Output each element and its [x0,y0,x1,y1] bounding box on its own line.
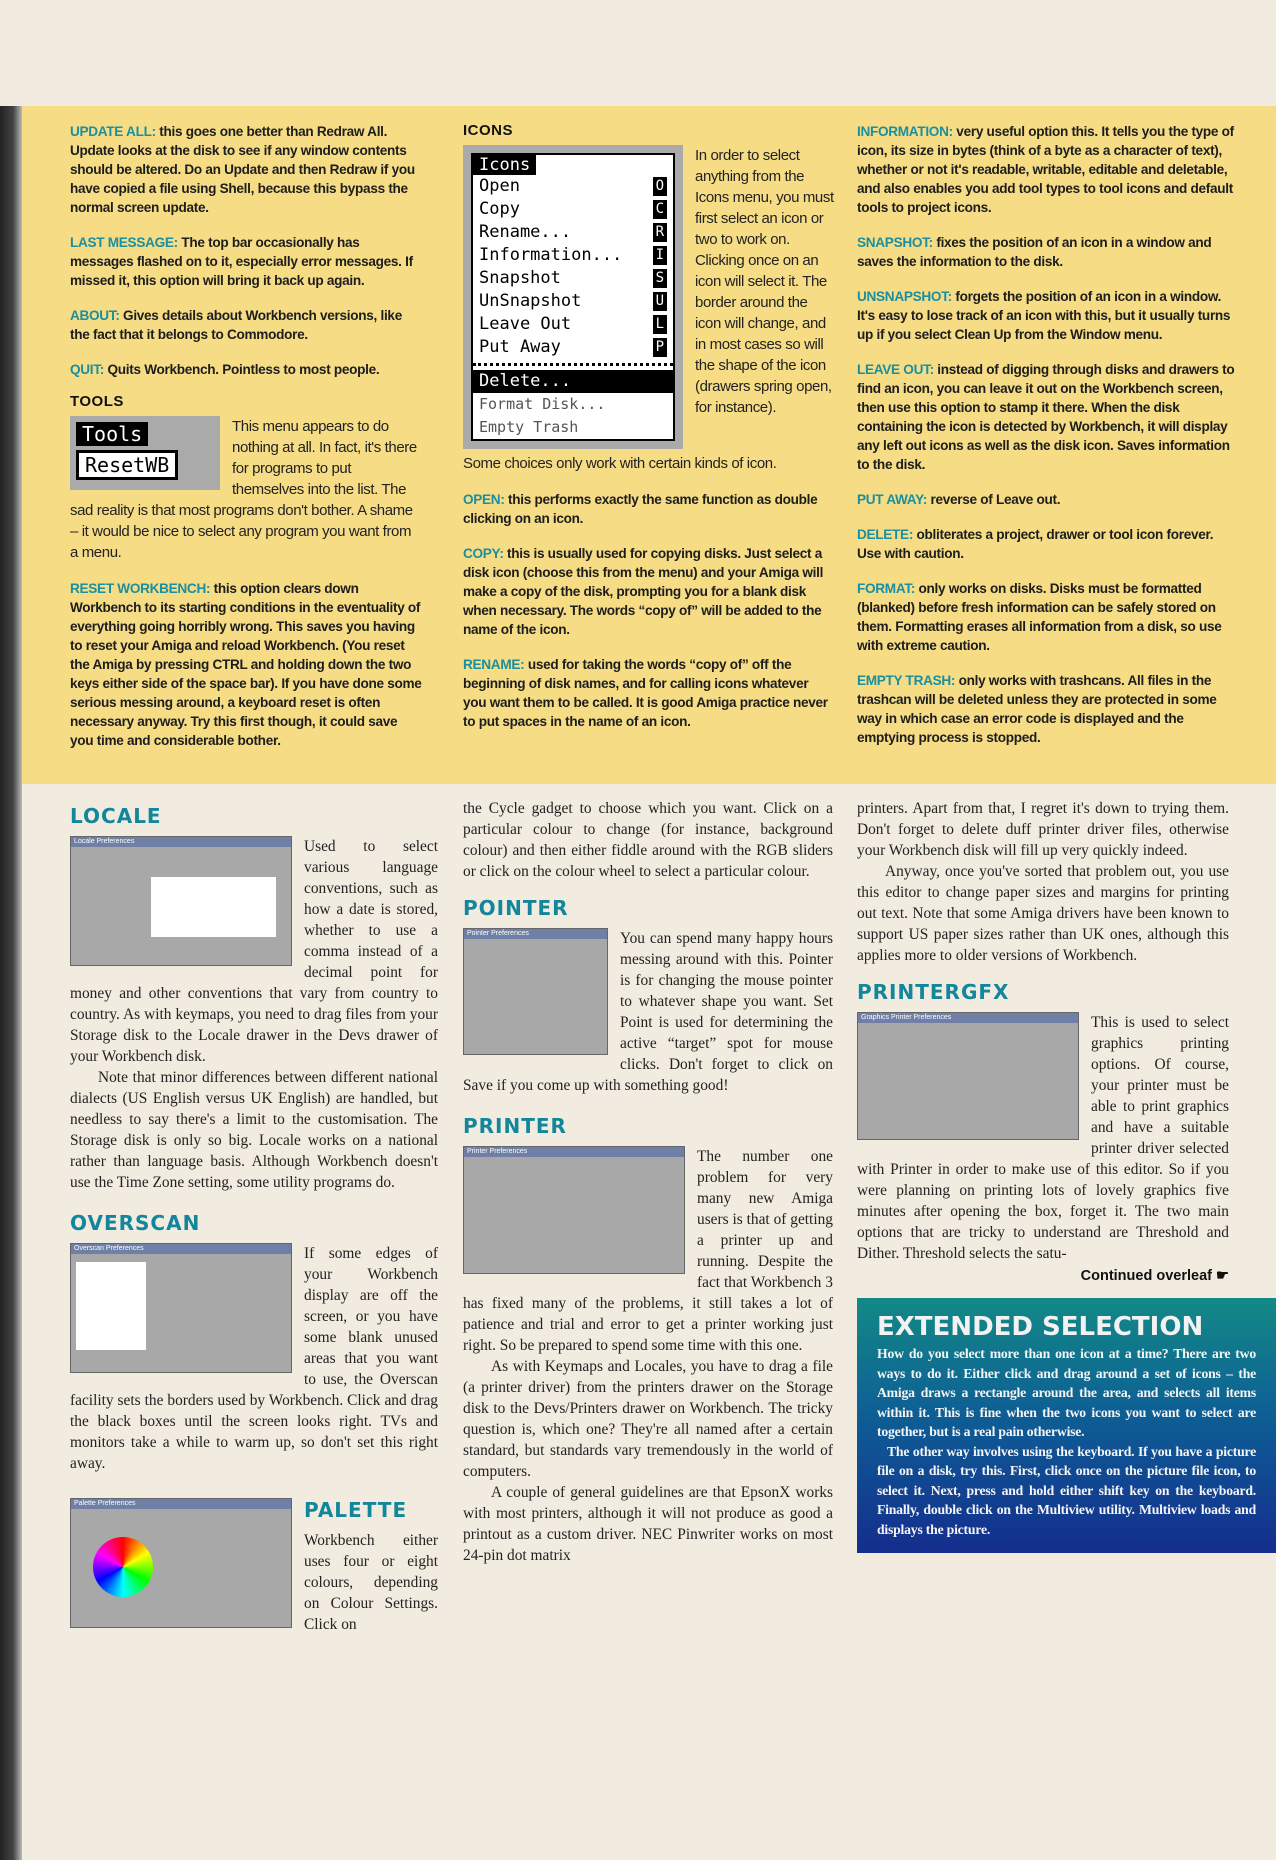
bottom-column-2 [463,798,833,1566]
printergfx-heading: PRINTERGFX [857,980,1010,1004]
para-format: FORMAT: only works on disks. Disks must be formatted (blanked) before fresh information can be safely stored on them. Formatting erases all information from a disk, so use with extreme caution. [857,581,1222,653]
menu-item-empty-trash: Empty Trash [479,418,579,436]
printer-text-2: As with Keymaps and Locales, you have to drag a file (a printer driver) from the printers drawer on the Storage disk to the Devs/Printers drawer on Workbench. The tricky question is, which one? They're all named after a certain standard, but standards vary tremendously in the world of computers. [463,1358,833,1480]
menu-item-rename: Rename... R [473,221,673,244]
top-column-3 [857,122,1235,763]
pointer-heading: POINTER [463,896,569,920]
tools-section [70,416,422,563]
para-quit: QUIT: Quits Workbench. Pointless to most people. [70,362,380,377]
para-delete: DELETE: obliterates a project, drawer or tool icon forever. Use with caution. [857,527,1214,561]
printer-text-1: The number one problem for very many new Amiga users is that of getting a printer up and running. Despite the fact that Workbench 3 has fixed many of the problems, it still takes a lot of patience and trial and error to get a printer working just right. So be prepared to spend some time with this one. [463,1148,833,1354]
para-update-all: UPDATE ALL: this goes one better than Redraw All. Update looks at the disk to see if any window contents should be altered. Do an Update and then Redraw if you have copied a file using Shell, because this bypass the normal screen update. [70,124,415,215]
para-about: ABOUT: Gives details about Workbench versions, like the fact that it belongs to Commodore. [70,308,402,342]
tools-menu-title: Tools [76,422,148,446]
printer-text-3: A couple of general guidelines are that EpsonX works with most printers, although it will not produce as good a printout as a custom driver. NEC Pinwriter works on most 24-pin dot matrix [463,1484,833,1564]
para-open: OPEN: this performs exactly the same function as double clicking on an icon. [463,492,818,526]
top-column-1 [70,122,422,766]
bottom-column-1 [70,798,438,1635]
printer-text-cont: printers. Apart from that, I regret it's down to trying them. Don't forget to delete duff printer driver files, otherwise your Workbench disk will fill up very quickly indeed. [857,800,1229,859]
pointer-prefs-screenshot: Pointer Preferences [463,928,608,1055]
overscan-prefs-screenshot: Overscan Preferences [70,1243,292,1373]
page-spine [0,106,22,1860]
menu-item-delete: Delete... [473,370,673,393]
para-empty-trash: EMPTY TRASH: only works with trashcans. All files in the trashcan will be deleted unless they are protected in some way in which case an error code is displayed and the emptying process is stopped. [857,673,1217,745]
locale-heading: LOCALE [70,804,162,828]
printergfx-text: This is used to select graphics printing options. Of course, your printer must be able to print graphics and have a suitable printer driver selected with Printer in order to make use of this editor. So if you were planning on printing lots of lovely graphics five minutes after opening the box, forget it. The two main options that are tricky to understand are Threshold and Dither. Threshold selects the satu- [857,1014,1229,1262]
printer-text-4: Anyway, once you've sorted that problem out, you use this editor to change paper sizes and margins for printing out text. Note that some Amiga drivers have been known to support US paper sizes rather than UK ones, although this applies more to older versions of Workbench. [857,863,1229,964]
top-column-2 [463,122,835,747]
menu-item-information: Information... I [473,244,673,267]
tools-text: This menu appears to do nothing at all. In fact, it's there for programs to put themselves into the list. The sad reality is that most programs don't bother. A shame – it would be nice to select any program you want from a menu. [70,418,417,561]
tools-menu-image [70,416,220,490]
overscan-heading: OVERSCAN [70,1211,201,1235]
menu-separator [473,363,673,366]
locale-prefs-screenshot: Locale Preferences [70,836,292,966]
icons-heading: ICONS [463,122,514,139]
printergfx-prefs-screenshot: Graphics Printer Preferences [857,1012,1079,1140]
para-unsnapshot: UNSNAPSHOT: forgets the position of an icon in a window. It's easy to lose track of an icon with this, but it usually turns up if you select Clean Up from the Window menu. [857,289,1231,342]
pointer-text: You can spend many happy hours messing around with this. Pointer is for changing the mouse pointer to whatever shape you want. Set Point is used for determining the active “target” spot for mouse clicks. Don't forget to click on Save if you come up with something good! [463,930,833,1094]
overscan-text: If some edges of your Workbench display are off the screen, or you have some blank unused areas that you want to use, the Overscan facility sets the borders used by Workbench. Click and drag the black boxes until the screen looks right. TVs and monitors take a while to warm up, so don't set this right away. [70,1245,438,1472]
menu-item-copy: Copy C [473,198,673,221]
colour-wheel [93,1537,153,1597]
tools-heading: TOOLS [70,393,124,410]
para-leave-out: LEAVE OUT: instead of digging through disks and drawers to find an icon, you can leave it out on the Workbench screen, then use this option to stamp it there. When the disk containing the icon is detected by Workbench, it will display any left out icons as well as the disk icon. Saves information to the disk. [857,362,1235,472]
para-reset-workbench: RESET WORKBENCH: this option clears down Workbench to its starting conditions in the eventuality of everything going horribly wrong. This saves you having to reset your Amiga and reload Workbench. (You reset the Amiga by pressing CTRL and holding down the two keys either side of the space bar). If you have done some serious messing around, a keyboard reset is often necessary anyway. Try this first though, it could save you time and considerable bother. [70,581,422,748]
bottom-column-3 [857,798,1256,1553]
icons-section [463,145,835,449]
world-map [151,877,276,937]
menu-item-unsnapshot: UnSnapshot U [473,290,673,313]
palette-section [70,1498,438,1635]
continued-overleaf: Continued overleaf ☛ [1080,1268,1229,1284]
extended-selection-box [857,1298,1276,1553]
para-snapshot: SNAPSHOT: fixes the position of an icon in a window and saves the information to the disk. [857,235,1212,269]
menu-item-leave-out: Leave Out L [473,313,673,336]
palette-prefs-screenshot: Palette Preferences [70,1498,292,1628]
palette-text-cont: the Cycle gadget to choose which you want. Click on a particular colour to change (for instance, background colour) and then either fiddle around with the RGB sliders or click on the colour wheel to select a particular colour. [463,800,833,880]
printer-heading: PRINTER [463,1114,567,1138]
resetwb-item: ResetWB [76,450,178,480]
para-last-message: LAST MESSAGE: The top bar occasionally has messages flashed on to it, especially error messages. If missed it, this option will bring it back up again. [70,235,413,288]
para-rename: RENAME: used for taking the words “copy of” off the beginning of disk names, and for calling icons whatever you want them to be called. It is good Amiga practice never to put spaces in the name of an icon. [463,657,828,729]
menu-item-snapshot: Snapshot S [473,267,673,290]
icons-menu-title: Icons [473,155,536,175]
icons-note: Some choices only work with certain kinds of icon. [463,455,777,472]
icons-menu-image [463,145,683,449]
menu-item-format-disk: Format Disk... [479,395,606,413]
palette-heading: PALETTE [304,1498,408,1522]
extended-selection-heading: EXTENDED SELECTION [877,1312,1204,1342]
bottom-section [0,784,1276,1635]
palette-text: Workbench either uses four or eight colours, depending on Colour Settings. Click on [304,1532,438,1633]
printer-prefs-screenshot: Printer Preferences [463,1146,685,1274]
para-copy: COPY: this is usually used for copying disks. Just select a disk icon (choose this from the menu) and your Amiga will make a copy of the disk, prompting you for a blank disk when necessary. The words “copy of” will be added to the name of the icon. [463,546,824,637]
yellow-panel [22,106,1276,784]
para-put-away: PUT AWAY: reverse of Leave out. [857,492,1061,507]
extended-text-1: How do you select more than one icon at a time? There are two ways to do it. Either click and drag around a set of icons – the Amiga draws a rectangle around the area, and selects all items within it. This is fine when the two icons you want to select are together, but is a real pain otherwise. [877,1346,1256,1439]
locale-text-2: Note that minor differences between different national dialects (US English versus UK English) are handled, but needless to say there's a limit to the customisation. The Storage disk is only so big. Locale works on a national rather than language basis. Although Workbench doesn't use the Time Zone setting, some utility programs do. [70,1069,438,1191]
icons-intro: In order to select anything from the Icons menu, you must first select an icon or two to work on. Clicking once on an icon will select it. The border around the icon will change, and in most cases so will the shape of the icon (drawers spring open, for instance). [695,147,834,416]
menu-item-put-away: Put Away P [473,336,673,359]
monitor-list [76,1262,146,1350]
extended-text-2: The other way involves using the keyboard. If you have a picture file on a disk, try this. First, click once on the picture file icon, to select it. Next, press and hold either shift key on the keyboard. Finally, double click on the Multiview utility. Multiview loads and displays the picture. [877,1443,1256,1537]
menu-item-open: Open O [473,175,673,198]
para-information: INFORMATION: very useful option this. It tells you the type of icon, its size in bytes (think of a byte as a character of text), whether or not it's readable, writable, editable and deletable, and also enables you add tool types to tool icons and default tools to project icons. [857,124,1234,215]
locale-text-1: Used to select various language conventions, such as how a date is stored, whether to use a comma instead of a decimal point for money and other conventions that vary from country to country. As with keymaps, you need to drag files from your Storage disk to the Locale drawer in the Devs drawer of your Workbench disk. [70,838,438,1065]
